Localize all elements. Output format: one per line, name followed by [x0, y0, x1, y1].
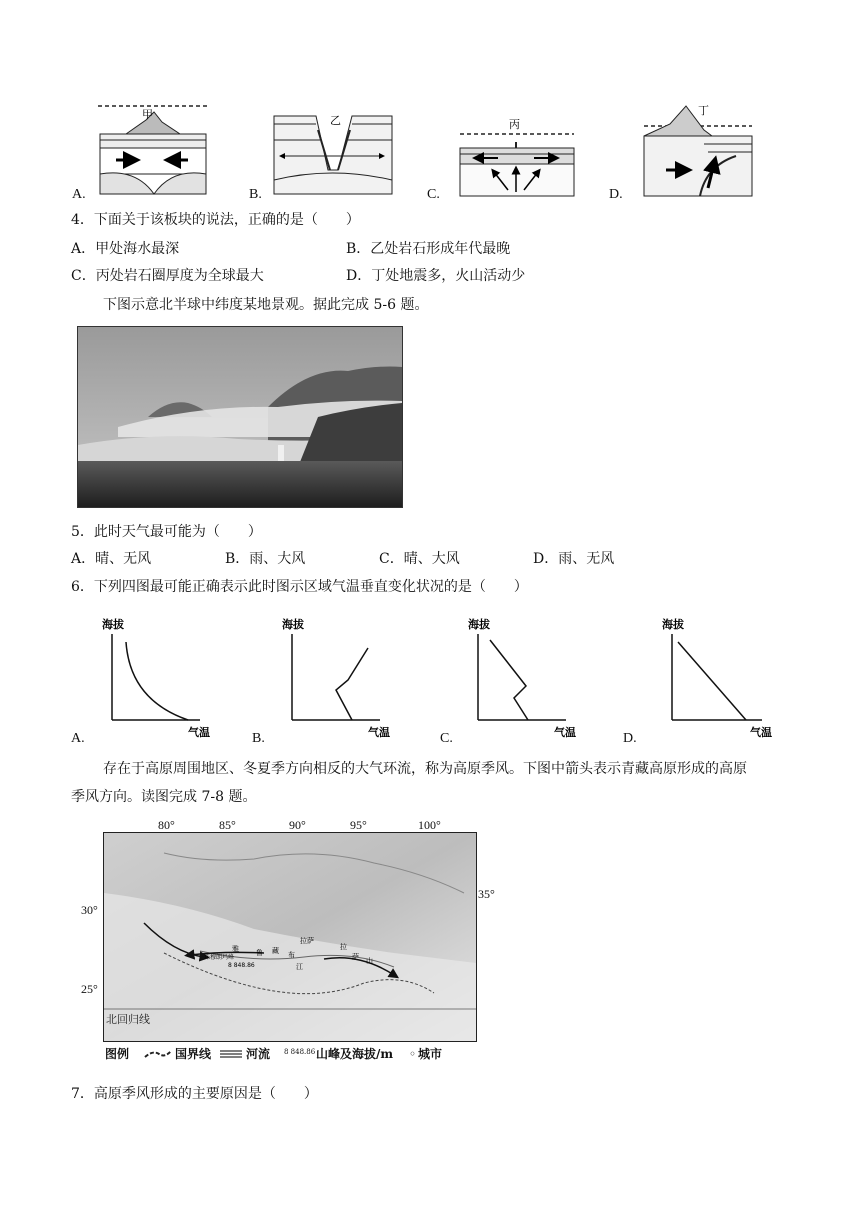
city-icon: ◦: [409, 1047, 417, 1061]
graph-c: [462, 614, 584, 740]
figure-c-letter: C.: [427, 187, 440, 202]
figure-c-diagram: [458, 114, 576, 200]
svg-text:拉: 拉: [340, 943, 347, 951]
svg-text:山: 山: [366, 957, 373, 965]
map-label-peak: 8 848.86: [228, 962, 255, 969]
legend-peak: 山峰及海拔/m: [316, 1047, 394, 1061]
map-tropic-label: 北回归线: [106, 1013, 150, 1026]
legend-city: 城市: [418, 1047, 443, 1061]
svg-text:布: 布: [288, 951, 295, 959]
map-label-lasa: 拉萨: [300, 937, 314, 945]
graph-a-x-label: 气温: [188, 726, 210, 739]
figure-c-label: 丙: [509, 118, 520, 131]
graph-d: [658, 614, 780, 740]
lon-95: 95°: [350, 818, 367, 832]
svg-text:萨: 萨: [352, 953, 359, 961]
lat-35: 35°: [478, 887, 495, 901]
graph-d-x-label: 气温: [750, 726, 772, 739]
graph-b: [276, 614, 398, 740]
legend-border-icon: [143, 1048, 173, 1060]
map-label-everest: 珠穆朗玛峰: [204, 954, 235, 961]
q7-stem: 7．高原季风形成的主要原因是（ ）: [71, 1086, 318, 1102]
figure-b-label: 乙: [330, 114, 341, 127]
q6-stem: 6．下列四图最可能正确表示此时图示区域气温垂直变化状况的是（ ）: [71, 579, 528, 595]
lon-100: 100°: [418, 818, 441, 832]
lon-80: 80°: [158, 818, 175, 832]
figure-b-letter: B.: [249, 187, 262, 202]
figure-d-label: 丁: [698, 104, 709, 117]
graph-a-y-label: 海拔: [102, 618, 124, 631]
landscape-photo: [77, 326, 403, 508]
svg-text:江: 江: [296, 963, 303, 971]
legend-river-icon: [219, 1048, 243, 1060]
q5-option-c: C．晴、大风: [379, 551, 460, 567]
q5-stem: 5．此时天气最可能为（ ）: [71, 524, 262, 540]
q4-option-a: A．甲处海水最深: [71, 241, 180, 257]
graph-c-x-label: 气温: [554, 726, 576, 739]
figure-b-diagram: [272, 110, 394, 198]
graph-a-letter: A.: [71, 731, 85, 746]
graph-a: [96, 614, 218, 740]
intro-7-8-line2: 季风方向。读图完成 7-8 题。: [71, 789, 257, 805]
graph-c-y-label: 海拔: [468, 618, 490, 631]
q5-option-b: B．雨、大风: [225, 551, 306, 567]
figure-d-letter: D.: [609, 187, 623, 202]
intro-5-6: 下图示意北半球中纬度某地景观。据此完成 5-6 题。: [103, 297, 429, 313]
q4-option-b: B．乙处岩石形成年代最晚: [346, 241, 511, 257]
graph-d-y-label: 海拔: [662, 618, 684, 631]
graph-b-x-label: 气温: [368, 726, 390, 739]
legend-title: 图例: [105, 1047, 130, 1061]
lat-25: 25°: [81, 982, 98, 996]
legend-peak-value: 8 848.86: [284, 1048, 316, 1056]
svg-text:鲁: 鲁: [256, 949, 263, 957]
svg-text:藏: 藏: [272, 947, 279, 955]
graph-b-y-label: 海拔: [282, 618, 304, 631]
q4-stem: 4．下面关于该板块的说法，正确的是（ ）: [71, 212, 360, 228]
q4-option-d: D．丁处地震多，火山活动少: [346, 268, 526, 284]
legend-river: 河流: [246, 1047, 271, 1061]
lat-30: 30°: [81, 903, 98, 917]
lon-90: 90°: [289, 818, 306, 832]
figure-d-diagram: [640, 100, 754, 200]
q4-option-c: C．丙处岩石圈厚度为全球最大: [71, 268, 264, 284]
graph-b-letter: B.: [252, 731, 265, 746]
lon-85: 85°: [219, 818, 236, 832]
figure-a-label: 甲: [142, 108, 153, 121]
q5-option-d: D．雨、无风: [533, 551, 615, 567]
graph-c-letter: C.: [440, 731, 453, 746]
figure-a-letter: A.: [72, 187, 86, 202]
tibet-map: [103, 832, 477, 1042]
q5-option-a: A．晴、无风: [71, 551, 152, 567]
intro-7-8-line1: 存在于高原周围地区、冬夏季方向相反的大气环流，称为高原季风。下图中箭头表示青藏高原形成的高原: [103, 761, 747, 777]
graph-d-letter: D.: [623, 731, 637, 746]
legend-border: 国界线: [175, 1047, 212, 1061]
figure-a-diagram: [96, 98, 212, 198]
svg-text:雅: 雅: [232, 945, 239, 953]
